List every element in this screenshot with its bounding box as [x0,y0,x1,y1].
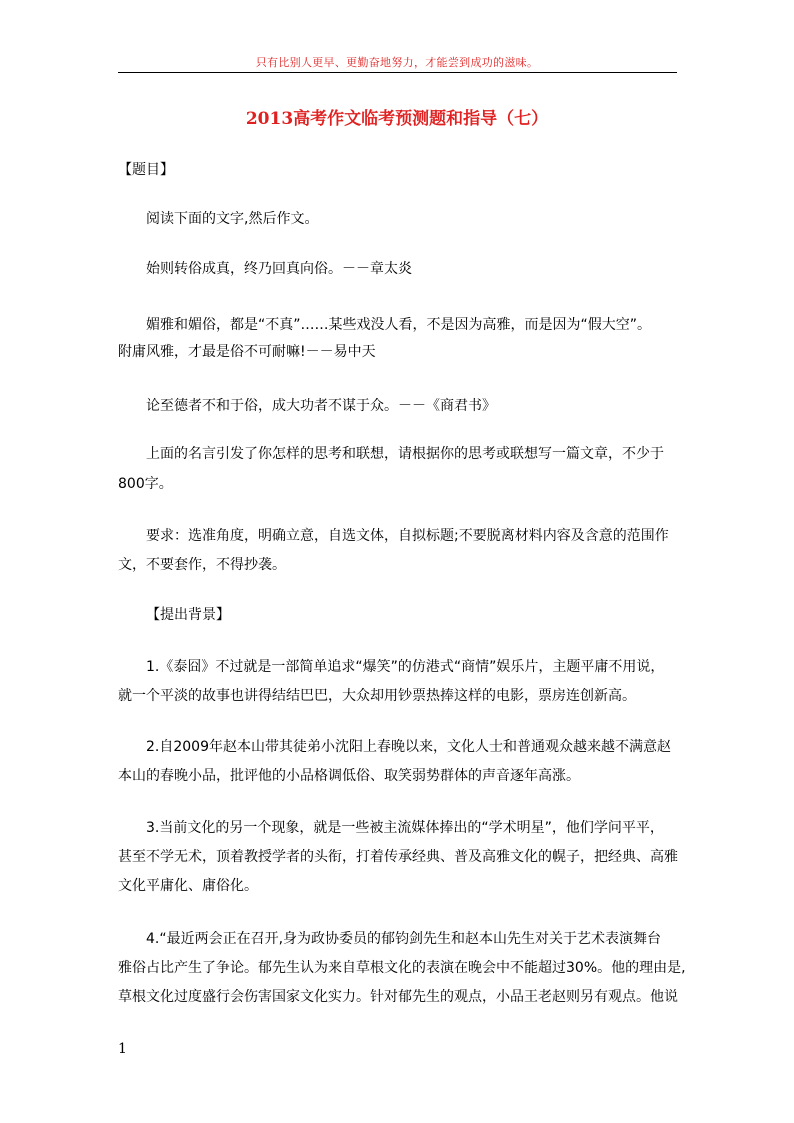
page-number: 1 [118,1041,127,1057]
paragraph-line: 文，不要套作，不得抄袭。 [118,557,286,573]
paragraph-line: 草根文化过度盛行会伤害国家文化实力。针对郁先生的观点，小品王老赵则另有观点。他说 [118,989,678,1005]
paragraph-line: 阅读下面的文字,然后作文。 [146,211,319,227]
paragraph-line: 800字。 [118,476,173,492]
paragraph-line: 4.“最近两会正在召开,身为政协委员的郁钧剑先生和赵本山先生对关于艺术表演舞台 [146,931,662,947]
section-heading-background: 【提出背景】 [146,607,230,623]
paragraph-line: 1.《泰囧》不过就是一部简单追求“爆笑”的仿港式“商情”娱乐片，主题平庸不用说， [146,659,665,675]
paragraph-line: 3.当前文化的另一个现象，就是一些被主流媒体捧出的“学术明星”，他们学问平平， [146,820,664,836]
paragraph-line: 始则转俗成真，终乃回真向俗。－－章太炎 [146,261,412,277]
header-divider [118,72,677,73]
paragraph-line: 要求：选准角度，明确立意，自选文体，自拟标题;不要脱离材料内容及含意的范围作 [146,528,669,544]
paragraph-line: 就一个平淡的故事也讲得结结巴巴，大众却用钞票热捧这样的电影，票房连创新高。 [118,688,636,704]
paragraph-line: 本山的春晚小品，批评他的小品格调低俗、取笑弱势群体的声音逐年高涨。 [118,768,580,784]
paragraph-line: 文化平庸化、庸俗化。 [118,878,258,894]
paragraph-line: 论至德者不和于俗，成大功者不谋于众。－－《商君书》 [146,398,496,414]
header-motto: 只有比别人更早、更勤奋地努力，才能尝到成功的滋味。 [255,56,539,69]
paragraph-line: 媚雅和媚俗，都是“不真”……某些戏没人看，不是因为高雅，而是因为“假大空”。 [146,317,652,333]
paragraph-line: 附庸风雅，才最是俗不可耐嘛!－－易中天 [118,344,376,360]
paragraph-line: 甚至不学无术，顶着教授学者的头衔，打着传承经典、普及高雅文化的幌子，把经典、高雅 [118,849,678,865]
document-title: 2013高考作文临考预测题和指导（七） [245,109,549,129]
paragraph-line: 雅俗占比产生了争论。郁先生认为来自草根文化的表演在晚会中不能超过30%。他的理由是, [118,960,686,976]
section-heading-question: 【题目】 [118,162,174,178]
paragraph-line: 2.自2009年赵本山带其徒弟小沈阳上春晚以来，文化人士和普通观众越来越不满意赵 [146,739,671,755]
paragraph-line: 上面的名言引发了你怎样的思考和联想，请根据你的思考或联想写一篇文章，不少于 [146,446,664,462]
